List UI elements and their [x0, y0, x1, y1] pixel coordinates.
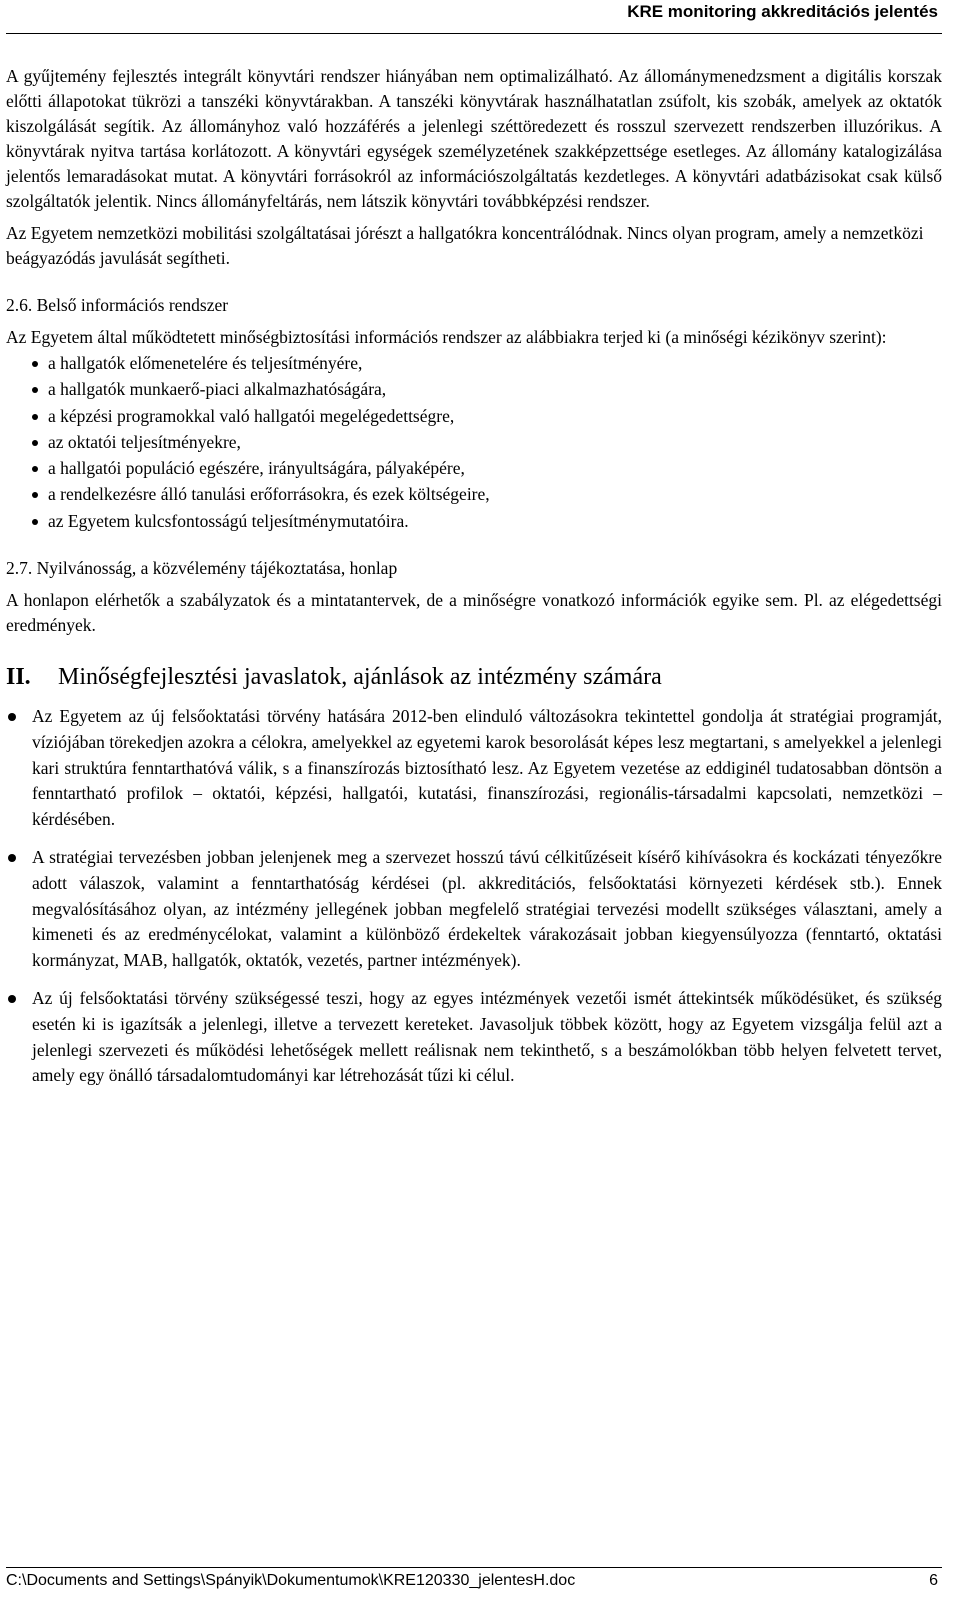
running-header-title: KRE monitoring akkreditációs jelentés: [627, 2, 938, 21]
mobility-paragraph: Az Egyetem nemzetközi mobilitási szolgáltatásai jórészt a hallgatókra koncentrálódnak. Nincs olyan program, amely a nemzetközi beágyazódás javulását segítheti.: [6, 223, 924, 268]
list-item: a hallgatói populáció egészére, irányultságára, pályaképére,: [32, 455, 942, 481]
section-2-7-text: A honlapon elérhetők a szabályzatok és a mintatantervek, de a minőségre vonatkozó információk egyike sem. Pl. az elégedettségi eredmények.: [6, 590, 942, 636]
recommendations-list: [6, 704, 942, 1089]
footer-rule: [6, 1567, 942, 1568]
section-2-6-heading: 2.6. Belső információs rendszer: [6, 295, 229, 315]
list-item: a hallgatók előmenetelére és teljesítményére,: [32, 350, 942, 376]
section-II-title: [6, 662, 942, 692]
section-II-number: II.: [6, 664, 31, 691]
recommendation-item: Az Egyetem az új felsőoktatási törvény hatására 2012-ben elinduló változásokra tekintettel gondolja át stratégiai programját, víziójában törekedjen azokra a célokra, amelyekkel az egyetemi karok besorolását képes lesz megtartani, s amelyekkel a jelenlegi kari struktúra fenntarthatóvá válik, s a finanszírozás biztosítható lesz. Az Egyetem vezetése az eddiginél tudatosabban döntsön a fenntartható profilok – oktatói, képzési, hallgatói, kutatási, finanszírozási, regionális-társadalmi kapcsolati, nemzetközi – kérdésében.: [6, 704, 942, 833]
list-item: a képzési programokkal való hallgatói megelégedettségre,: [32, 403, 942, 429]
list-item: az oktatói teljesítményekre,: [32, 429, 942, 455]
section-2-7-heading: 2.7. Nyilvánosság, a közvélemény tájékoztatása, honlap: [6, 558, 398, 579]
information-system-list: [6, 350, 942, 534]
footer-file-path: C:\Documents and Settings\Spányik\Dokumentumok\KRE120330_jelentesH.doc: [6, 1572, 576, 1589]
library-paragraph: A gyűjtemény fejlesztés integrált könyvtári rendszer hiányában nem optimalizálható. Az állománymenedzsment a digitális korszak előtti állapotokat tükrözi a tanszéki könyvtárakban. A tanszéki könyvtárak használhatatlan zsúfolt, kis szobák, amelyek az oktatók kiszolgálását segítik. Az állományhoz való hozzáférés a jelenlegi széttöredezett és rosszul szervezett rendszerben illuzórikus. A könyvtárak nyitva tartása korlátozott. A könyvtári egységek személyzetének szakképzettsége esetleges. Az állomány katalogizálása jelentős lemaradásokat mutat. A könyvtári forrásokról az információszolgáltatás kezdetleges. A könyvtári adatbázisokat csak külső szolgáltatók jelentik. Nincs állományfeltárás, nem látszik könyvtári továbbképzési rendszer.: [6, 66, 942, 211]
header-rule: [6, 33, 942, 34]
list-item: a hallgatók munkaerő-piaci alkalmazhatóságára,: [32, 376, 942, 402]
list-item: az Egyetem kulcsfontosságú teljesítménymutatóira.: [32, 508, 942, 534]
section-II-title-text: Minőségfejlesztési javaslatok, ajánlások az intézmény számára: [58, 664, 662, 691]
document-body: [6, 64, 942, 1089]
list-item: a rendelkezésre álló tanulási erőforrásokra, és ezek költségeire,: [32, 481, 942, 507]
recommendation-item: A stratégiai tervezésben jobban jelenjenek meg a szervezet hosszú távú célkitűzéseit kísérő kihívásokra és kockázati tényezőkre adott válaszok, valamint a fenntarthatóság kérdései (pl. akkreditációs, felsőoktatási környezeti kérdések stb.). Ennek megvalósításához olyan, az intézmény jellegének jobban megfelelő stratégiai tervezési modellt szükséges választani, amely a kimeneti és az eredménycélokat, valamint a különböző érdekeltek várakozásait jobban kiegyensúlyozza (fenntartó, oktatási kormányzat, MAB, hallgatók, oktatók, vezetés, partner intézmények).: [6, 845, 942, 974]
section-2-6-intro: Az Egyetem által működtetett minőségbiztosítási információs rendszer az alábbiakra terjed ki (a minőségi kézikönyv szerint):: [6, 327, 887, 347]
page-number: 6: [929, 1572, 938, 1589]
recommendation-item: Az új felsőoktatási törvény szükségessé teszi, hogy az egyes intézmények vezetői ismét áttekintsék működésüket, és szükség esetén ki is igazítsák a jelenlegi, illetve a tervezett kereteket. Javasoljuk többek között, hogy az Egyetem vizsgálja felül azt a jelenlegi szervezeti és működési lehetőségek mellett reálisnak nem tekinthető, s a beszámolókban több helyen felvetett tervet, amely egy önálló társadalomtudományi kar létrehozását tűzi ki célul.: [6, 986, 942, 1089]
